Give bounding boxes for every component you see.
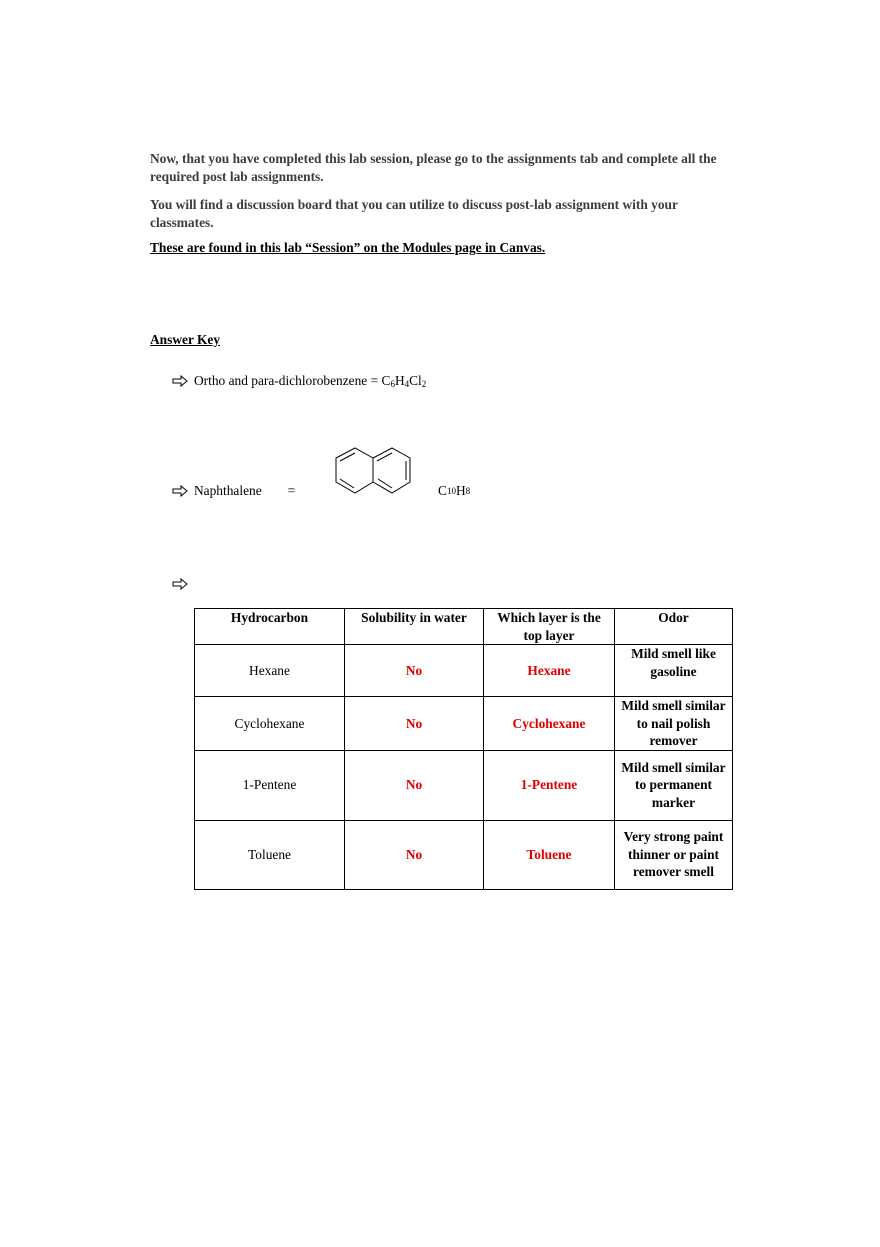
naphthalene-label: Naphthalene xyxy=(194,483,262,498)
right-arrow-outline-icon xyxy=(172,578,188,590)
cell-odor: Mild smell similar to nail polish remover xyxy=(615,697,733,751)
right-arrow-outline-icon xyxy=(172,375,188,387)
header-odor: Odor xyxy=(615,609,733,645)
table-row xyxy=(195,697,733,751)
header-solubility: Solubility in water xyxy=(345,609,484,645)
cell-solubility: No xyxy=(345,645,484,697)
intro-paragraph-1: Now, that you have completed this lab session, please go to the assignments tab and complete all the required post lab assignments. xyxy=(150,151,717,184)
naphthalene-structure xyxy=(330,446,416,498)
naphthalene-formula: C 10 H 8 xyxy=(438,483,471,498)
cell-top-layer: Toluene xyxy=(484,820,615,889)
intro-paragraph-3: These are found in this lab “Session” on the Modules page in Canvas. xyxy=(150,240,546,255)
table-header-row xyxy=(195,609,733,645)
cell-hydrocarbon: Hexane xyxy=(195,645,345,697)
cell-odor: Very strong paint thinner or paint remover smell xyxy=(615,820,733,889)
cell-hydrocarbon: Toluene xyxy=(195,820,345,889)
cell-hydrocarbon: Cyclohexane xyxy=(195,697,345,751)
cell-top-layer: Hexane xyxy=(484,645,615,697)
table-row xyxy=(195,750,733,820)
hydrocarbon-table xyxy=(194,608,733,890)
cell-solubility: No xyxy=(345,697,484,751)
cell-top-layer: 1-Pentene xyxy=(484,750,615,820)
right-arrow-outline-icon xyxy=(172,485,188,497)
table-row xyxy=(195,645,733,697)
cell-solubility: No xyxy=(345,750,484,820)
answer-item-dichlorobenzene xyxy=(172,373,426,389)
answer-key-title: Answer Key xyxy=(150,332,221,347)
cell-odor: Mild smell similar to permanent marker xyxy=(615,750,733,820)
cell-odor: Mild smell like gasoline xyxy=(615,645,733,697)
cell-top-layer: Cyclohexane xyxy=(484,697,615,751)
cell-hydrocarbon: 1-Pentene xyxy=(195,750,345,820)
dichlorobenzene-formula: Ortho and para-dichlorobenzene = $C_6H_4Cl_2$ xyxy=(194,373,427,389)
answer-item-table-bullet xyxy=(172,578,194,590)
cell-solubility: No xyxy=(345,820,484,889)
header-hydrocarbon: Hydrocarbon xyxy=(195,609,345,645)
equals-sign: = xyxy=(287,483,296,498)
header-top-layer: Which layer is the top layer xyxy=(484,609,615,645)
intro-paragraph-2: You will find a discussion board that you can utilize to discuss post-lab assignment with your classmates. xyxy=(150,197,678,230)
table-row xyxy=(195,820,733,889)
